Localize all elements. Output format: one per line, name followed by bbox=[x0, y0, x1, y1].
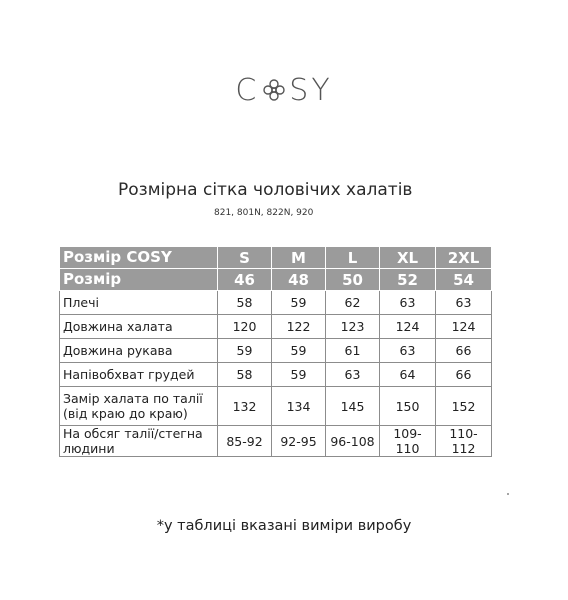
table-cell: 123 bbox=[326, 315, 380, 339]
footnote: *у таблиці вказані виміри виробу bbox=[156, 518, 412, 534]
table-cell: 120 bbox=[218, 315, 272, 339]
table-cell: 62 bbox=[326, 291, 380, 315]
header-cell: 52 bbox=[380, 269, 436, 291]
table-cell: 109-110 bbox=[380, 426, 436, 457]
table-cell: 150 bbox=[380, 387, 436, 426]
stray-dot bbox=[507, 493, 509, 495]
table-cell: 63 bbox=[380, 339, 436, 363]
header-cell: M bbox=[272, 247, 326, 269]
table-cell: 96-108 bbox=[326, 426, 380, 457]
size-table bbox=[59, 246, 492, 457]
brand-logo bbox=[0, 72, 568, 108]
table-row bbox=[60, 315, 492, 339]
table-cell: 85-92 bbox=[218, 426, 272, 457]
table-header-row bbox=[60, 269, 492, 291]
row-label: Довжина рукава bbox=[60, 339, 218, 363]
header-cell: L bbox=[326, 247, 380, 269]
table-cell: 124 bbox=[380, 315, 436, 339]
header-cell: 48 bbox=[272, 269, 326, 291]
table-cell: 66 bbox=[436, 339, 492, 363]
logo-text bbox=[235, 73, 332, 108]
row-label: Довжина халата bbox=[60, 315, 218, 339]
row-label: Замір халата по талії (від краю до краю) bbox=[60, 387, 218, 426]
row-label: Плечі bbox=[60, 291, 218, 315]
header-cell: 46 bbox=[218, 269, 272, 291]
table-cell: 66 bbox=[436, 363, 492, 387]
table-cell: 63 bbox=[380, 291, 436, 315]
table-cell: 58 bbox=[218, 363, 272, 387]
table-cell: 63 bbox=[326, 363, 380, 387]
table-cell: 152 bbox=[436, 387, 492, 426]
table-cell: 92-95 bbox=[272, 426, 326, 457]
table-cell: 124 bbox=[436, 315, 492, 339]
table-cell: 145 bbox=[326, 387, 380, 426]
table-row bbox=[60, 291, 492, 315]
logo-text-sy: SY bbox=[289, 72, 333, 108]
table-header-row bbox=[60, 247, 492, 269]
table-cell: 63 bbox=[436, 291, 492, 315]
table-cell: 64 bbox=[380, 363, 436, 387]
table-cell: 59 bbox=[218, 339, 272, 363]
table-cell: 132 bbox=[218, 387, 272, 426]
header-cell: S bbox=[218, 247, 272, 269]
table-row bbox=[60, 339, 492, 363]
logo-text-c: C bbox=[235, 72, 260, 108]
model-numbers: 821, 801N, 822N, 920 bbox=[214, 208, 314, 218]
header-cell: 54 bbox=[436, 269, 492, 291]
header-cell: XL bbox=[380, 247, 436, 269]
table-cell: 59 bbox=[272, 363, 326, 387]
table-cell: 59 bbox=[272, 339, 326, 363]
table-cell: 58 bbox=[218, 291, 272, 315]
header-cell: 50 bbox=[326, 269, 380, 291]
page-title: Розмірна сітка чоловічих халатів bbox=[118, 180, 413, 200]
row-label: На обсяг талії/стегна людини bbox=[60, 426, 218, 457]
table-row bbox=[60, 363, 492, 387]
table-cell: 110-112 bbox=[436, 426, 492, 457]
header-cell: 2XL bbox=[436, 247, 492, 269]
row-label: Розмір bbox=[60, 269, 218, 291]
table-cell: 122 bbox=[272, 315, 326, 339]
table-row bbox=[60, 426, 492, 457]
table-cell: 59 bbox=[272, 291, 326, 315]
flower-icon bbox=[261, 77, 287, 103]
table-cell: 61 bbox=[326, 339, 380, 363]
table-cell: 134 bbox=[272, 387, 326, 426]
table-row bbox=[60, 387, 492, 426]
row-label: Розмір COSY bbox=[60, 247, 218, 269]
row-label: Напівобхват грудей bbox=[60, 363, 218, 387]
